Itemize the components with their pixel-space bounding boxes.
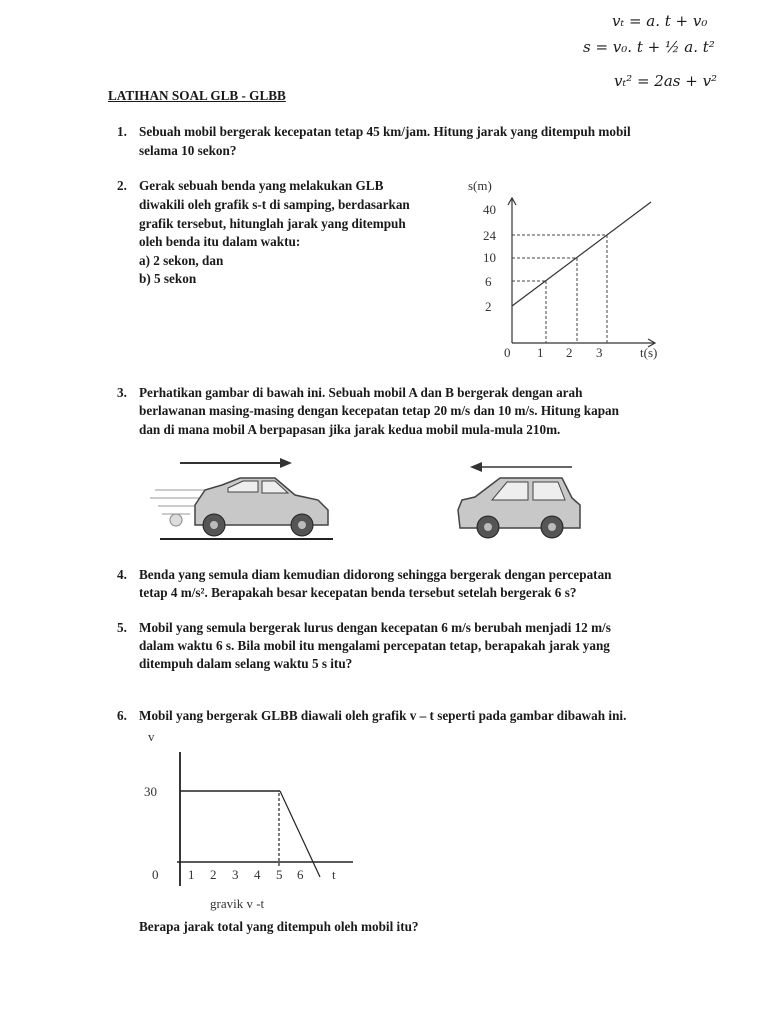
y-tick: 24 — [483, 228, 496, 243]
y-tick: 40 — [483, 202, 496, 217]
question-text: Benda yang semula diam kemudian didorong sehingga bergerak dengan percepatan — [139, 567, 612, 582]
arrow-right-icon — [180, 458, 292, 468]
x-tick: 2 — [566, 345, 573, 360]
y-tick: 10 — [483, 250, 496, 265]
x-tick: 4 — [254, 867, 261, 882]
question-number: 2. — [117, 178, 127, 193]
question-followup: Berapa jarak total yang ditempuh oleh mobil itu? — [139, 919, 419, 934]
x-tick: 6 — [297, 867, 304, 882]
question-text: ditempuh dalam selang waktu 5 s itu? — [139, 656, 353, 671]
y-axis-label: s(m) — [468, 178, 492, 193]
question-text: Mobil yang bergerak GLBB diawali oleh grafik v – t seperti pada gambar dibawah ini. — [139, 708, 627, 723]
x-tick: 5 — [276, 867, 283, 882]
question-text: a) 2 sekon, dan — [139, 253, 224, 268]
formula-velocity: vₜ = a. t + v₀ — [612, 12, 708, 30]
x-axis-label: t(s) — [640, 345, 658, 360]
question-text: Mobil yang semula bergerak lurus dengan kecepatan 6 m/s berubah menjadi 12 m/s — [139, 620, 611, 635]
graph-caption: gravik v -t — [210, 896, 265, 911]
question-text: b) 5 sekon — [139, 271, 197, 286]
x-tick: 0 — [152, 867, 159, 882]
question-text: Perhatikan gambar di bawah ini. Sebuah mobil A dan B bergerak dengan arah — [139, 385, 583, 400]
question-text: selama 10 sekon? — [139, 143, 237, 158]
question-number: 1. — [117, 124, 127, 139]
question-text: diwakili oleh grafik s-t di samping, berdasarkan — [139, 197, 410, 212]
question-text: berlawanan masing-masing dengan kecepatan tetap 20 m/s dan 10 m/s. Hitung kapan — [139, 403, 619, 418]
page-title: LATIHAN SOAL GLB - GLBB — [108, 88, 286, 103]
formula-displacement: s = v₀. t + ½ a. t² — [583, 38, 715, 56]
x-tick: 3 — [232, 867, 239, 882]
question-text: Sebuah mobil bergerak kecepatan tetap 45 km/jam. Hitung jarak yang ditempuh mobil — [139, 124, 631, 139]
v-t-decel-line — [280, 791, 320, 877]
x-axis-arrow — [648, 339, 655, 347]
x-tick: 0 — [504, 345, 511, 360]
x-tick: 2 — [210, 867, 217, 882]
formula-velocity-squared: vₜ² = 2as + v² — [614, 72, 718, 90]
y-tick: 6 — [485, 274, 492, 289]
s-t-line — [512, 202, 651, 306]
car-a-icon — [150, 478, 333, 539]
question-text: oleh benda itu dalam waktu: — [139, 234, 301, 249]
question-text: grafik tersebut, hitunglah jarak yang ditempuh — [139, 216, 406, 231]
question-number: 6. — [117, 708, 127, 723]
y-axis-label: v — [148, 729, 155, 744]
question-number: 5. — [117, 620, 127, 635]
x-axis-label: t — [332, 867, 336, 882]
question-text: dan di mana mobil A berpapasan jika jarak kedua mobil mula-mula 210m. — [139, 422, 561, 437]
y-tick: 30 — [144, 784, 157, 799]
question-number: 3. — [117, 385, 127, 400]
question-number: 4. — [117, 567, 127, 582]
question-text: dalam waktu 6 s. Bila mobil itu mengalami percepatan tetap, berapakah jarak yang — [139, 638, 610, 653]
x-tick: 3 — [596, 345, 603, 360]
car-b-icon — [458, 478, 580, 538]
question-text: Gerak sebuah benda yang melakukan GLB — [139, 178, 384, 193]
y-tick: 2 — [485, 299, 492, 314]
arrow-left-icon — [470, 462, 572, 472]
x-tick: 1 — [188, 867, 195, 882]
question-text: tetap 4 m/s². Berapakah besar kecepatan benda tersebut setelah bergerak 6 s? — [139, 585, 577, 600]
y-axis-arrow — [508, 198, 516, 205]
x-tick: 1 — [537, 345, 544, 360]
